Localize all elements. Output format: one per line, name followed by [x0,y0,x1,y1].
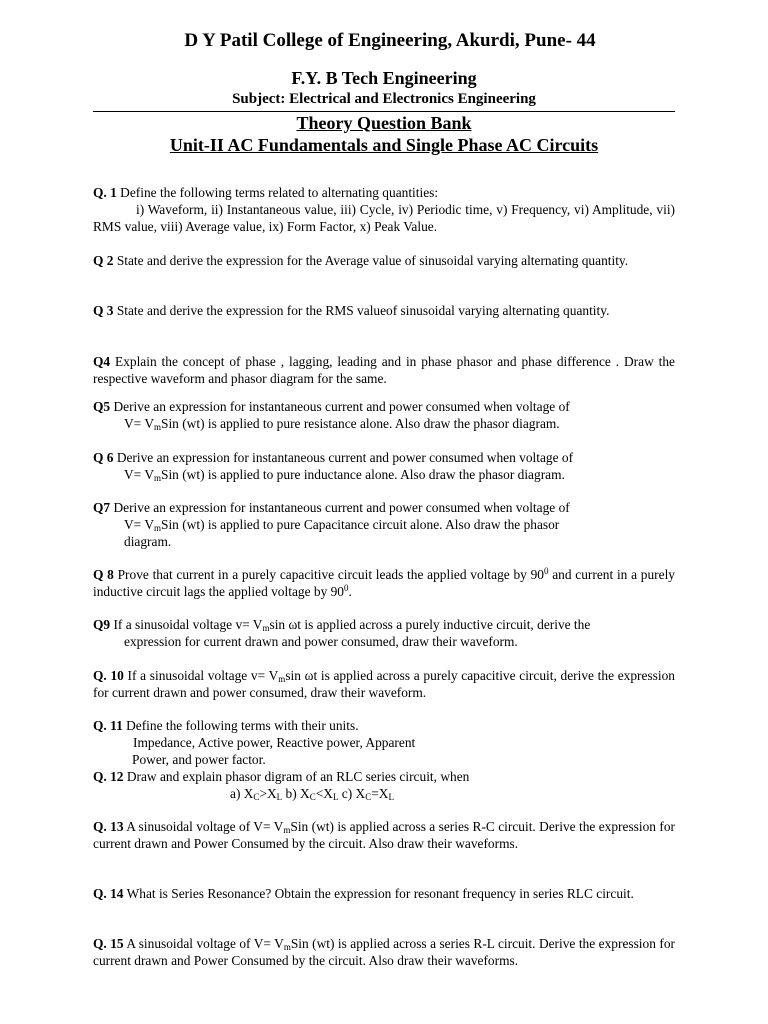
question-number: Q. 12 [93,769,124,784]
unit-title-text: Unit-II AC Fundamentals and Single Phase AC Circuits [169,135,599,155]
question-text: If a sinusoidal voltage v= V [110,617,263,632]
subscript: m [278,674,286,684]
superscript-2: 0 [344,583,349,594]
question-text: Define the following terms related to alternating quantities: [116,185,439,200]
question-text-2 [93,466,675,483]
option-a-op: >X [259,786,277,802]
question-number: Q. 10 [93,668,124,683]
question-15 [93,935,675,969]
option-c-sub-1: C [365,792,372,803]
document-title-text: Theory Question Bank [296,113,472,133]
question-text: Prove that current in a purely capacitive circuit leads the applied voltage by 90 [113,567,544,582]
question-number: Q. 11 [93,718,123,733]
question-text: A sinusoidal voltage of V= V [123,936,284,951]
question-number: Q4 [93,354,111,369]
question-14 [93,885,675,902]
question-number: Q7 [93,500,111,515]
subject-name: Subject: Electrical and Electronics Engineering [232,91,536,107]
question-text: If a sinusoidal voltage v= V [123,668,279,683]
option-c-sub-2: L [388,792,394,803]
voltage-symbol: V= V [124,467,154,483]
question-text: Derive an expression for instantaneous current and power consumed when voltage of [110,500,570,515]
option-a-text: a) X [230,786,254,802]
college-name: D Y Patil College of Engineering, Akurdi, Pune- 44 [184,30,596,51]
option-c-op: =X [371,786,389,802]
question-text: What is Series Resonance? Obtain the expression for resonant frequency in series RLC circuit. [123,886,634,901]
question-number: Q9 [93,617,111,632]
question-text-end: . [348,584,352,600]
question-number: Q. 15 [93,936,124,951]
question-text: Derive an expression for instantaneous current and power consumed when voltage of [113,450,574,465]
question-text-3: Power, and power factor. [132,752,266,768]
option-b-sub-1: C [309,792,316,803]
unit-title [0,135,768,156]
question-10 [93,667,675,701]
option-b-text: b) X [282,786,310,802]
subscript: m [283,942,291,952]
question-3 [93,302,675,319]
question-text: Explain the concept of phase , lagging, leading and in phase phasor and phase difference . Draw the respective waveform and phasor diagram for the same. [93,354,675,387]
question-13 [93,818,675,852]
document-title [0,113,768,134]
question-number: Q 3 [93,303,114,318]
question-number: Q. 14 [93,886,124,901]
question-4 [93,353,675,387]
question-text-2: expression for current drawn and power consumed, draw their waveform. [124,634,518,650]
question-number: Q 8 [93,567,114,582]
superscript: 0 [543,566,549,576]
question-number: Q 2 [93,253,114,268]
subscript: m [262,623,270,633]
question-5 [93,398,675,432]
question-text: Derive an expression for instantaneous current and power consumed when voltage of [110,399,570,414]
question-text: A sinusoidal voltage of V= V [123,819,284,834]
course-name: F.Y. B Tech Engineering [291,68,477,88]
subscript: m [283,825,291,835]
question-11 [93,717,675,769]
header-divider [93,111,675,112]
question-text-rest: Sin (wt) is applied to pure Capacitance circuit alone. Also draw the phasor [161,517,560,533]
question-7 [93,499,675,551]
question-number: Q5 [93,399,111,414]
question-8 [93,566,675,600]
question-6 [93,449,675,483]
question-text-cont: sin ωt is applied across a purely inductive circuit, derive the [269,617,591,632]
question-number: Q. 13 [93,819,124,834]
question-number: Q. 1 [93,185,117,200]
option-a-sub-2: L [276,792,283,803]
question-number: Q 6 [93,450,114,465]
question-text-2 [93,415,675,432]
question-text-cont: Sin (wt) is applied across a series R-L circuit. Derive the expression for current drawn and Power Consumed by the circuit. Also draw their waveforms. [93,936,675,969]
question-text: State and derive the expression for the Average value of sinusoidal varying alternating quantity. [113,253,629,268]
question-text-2 [93,516,675,533]
question-1 [93,184,675,236]
question-text-cont: sin ωt is applied across a purely capacitive circuit, derive the expression for current drawn and power consumed, draw their waveform. [93,668,675,701]
question-2 [93,252,675,269]
question-9 [93,616,675,650]
question-text-rest: Sin (wt) is applied to pure inductance alone. Also draw the phasor diagram. [161,467,565,483]
question-text: State and derive the expression for the RMS valueof sinusoidal varying alternating quantity. [113,303,610,318]
voltage-symbol: V= V [124,517,154,533]
subscript: m [154,422,162,433]
voltage-symbol: V= V [124,416,154,432]
subscript: m [154,523,162,534]
subscript: m [154,473,162,484]
question-text-rest: Sin (wt) is applied to pure resistance alone. Also draw the phasor diagram. [161,416,560,432]
question-text: Define the following terms with their units. [122,718,359,733]
question-text-2: i) Waveform, ii) Instantaneous value, iii) Cycle, iv) Periodic time, v) Frequency, vi) Amplitude, vii) RMS value, viii) Average value, ix) Form Factor, x) Peak Value. [93,202,675,235]
question-text-3: diagram. [124,534,172,550]
option-b-op: <X [315,786,333,802]
question-text-2: Impedance, Active power, Reactive power, Apparent [133,735,416,751]
question-text: Draw and explain phasor digram of an RLC series circuit, when [123,769,470,784]
option-c-text: c) X [338,786,366,802]
option-b-sub-2: L [332,792,339,803]
question-12 [93,768,675,802]
question-text-cont: Sin (wt) is applied across a series R-C circuit. Derive the expression for current drawn and Power Consumed by the circuit. Also draw their waveforms. [93,819,675,852]
question-options [93,785,675,802]
option-a-sub-1: C [253,792,260,803]
question-text-cont: and current in a purely inductive circuit lags the applied voltage by 90 [93,567,676,600]
